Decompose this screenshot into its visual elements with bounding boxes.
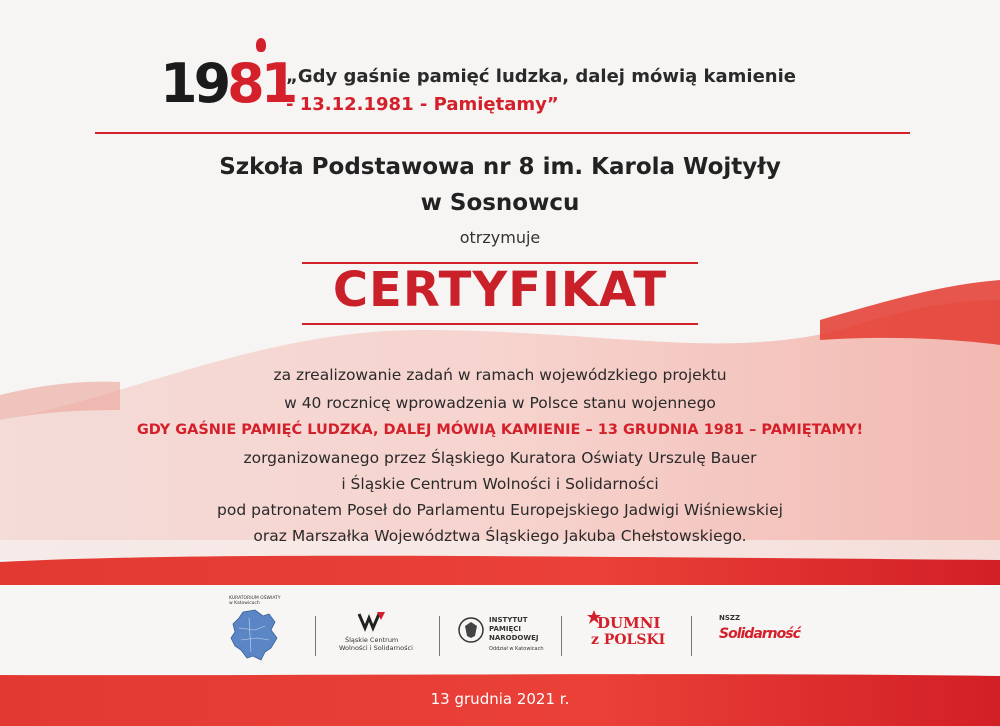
body-line-7: oraz Marszałka Województwa Śląskiego Jakuba Chełstowskiego. <box>253 527 747 545</box>
title-rule-bottom <box>302 323 698 325</box>
receives-label: otrzymuje <box>459 228 541 247</box>
body-line-4: zorganizowanego przez Śląskiego Kuratora Oświaty Urszulę Bauer <box>243 449 757 467</box>
red-band-middle <box>0 556 1000 585</box>
logo-divider <box>561 616 562 656</box>
scws-logo <box>335 610 415 660</box>
header <box>160 38 920 128</box>
solidarnosc-logo <box>715 614 805 654</box>
dumni-z-polski-logo <box>587 610 667 658</box>
nszz-label: NSZZ <box>719 614 741 622</box>
school-name-line-1: Szkoła Podstawowa nr 8 im. Karola Wojtyły <box>219 154 781 180</box>
dumni-label-1: DUMNI <box>597 614 661 632</box>
solidarnosc-label: Solidarność <box>719 626 800 642</box>
kuratorium-label: KURATORIUM OŚWIATY w Katowicach <box>229 596 281 606</box>
scws-label-2: Wolności i Solidarności <box>339 644 413 652</box>
partner-logos <box>225 596 805 666</box>
body-line-6: pod patronatem Poseł do Parlamentu Europejskiego Jadwigi Wiśniewskiej <box>217 501 783 519</box>
school-name-line-2: w Sosnowcu <box>420 190 580 216</box>
logo-text: 1981 <box>160 52 295 115</box>
logo-divider <box>315 616 316 656</box>
logo-divider <box>691 616 692 656</box>
ipn-label-4: Oddział w Katowicach <box>489 646 544 652</box>
certificate-title: CERTYFIKAT <box>332 262 668 318</box>
body-line-2: w 40 rocznicę wprowadzenia w Polsce stanu wojennego <box>284 394 716 412</box>
motto-line-1: „Gdy gaśnie pamięć ludzka, dalej mówią kamienie <box>286 66 796 87</box>
scws-emblem-icon <box>357 610 387 632</box>
silesia-map-icon <box>225 608 281 662</box>
scws-label-1: Śląskie Centrum <box>345 636 399 644</box>
body-line-1: za zrealizowanie zadań w ramach wojewódzkiego projektu <box>273 366 727 384</box>
ipn-label-3: NARODOWEJ <box>489 634 539 642</box>
ipn-logo <box>457 616 567 662</box>
project-title: GDY GAŚNIE PAMIĘĆ LUDZKA, DALEJ MÓWIĄ KAMIENIE – 13 GRUDNIA 1981 – PAMIĘTAMY! <box>136 422 864 438</box>
ipn-label-2: PAMIĘCI <box>489 625 521 633</box>
dumni-label-2: z POLSKI <box>591 632 666 648</box>
issue-date: 13 grudnia 2021 r. <box>430 690 570 708</box>
kuratorium-logo <box>225 596 285 662</box>
ipn-label-1: INSTYTUT <box>489 616 528 624</box>
body-line-5: i Śląskie Centrum Wolności i Solidarności <box>341 475 659 493</box>
logo-1981 <box>160 52 294 115</box>
motto-line-2: - 13.12.1981 - Pamiętamy” <box>286 94 559 115</box>
logo-divider <box>439 616 440 656</box>
eagle-emblem-icon <box>457 616 485 644</box>
candle-flame-icon <box>256 38 266 52</box>
header-divider <box>95 132 910 134</box>
